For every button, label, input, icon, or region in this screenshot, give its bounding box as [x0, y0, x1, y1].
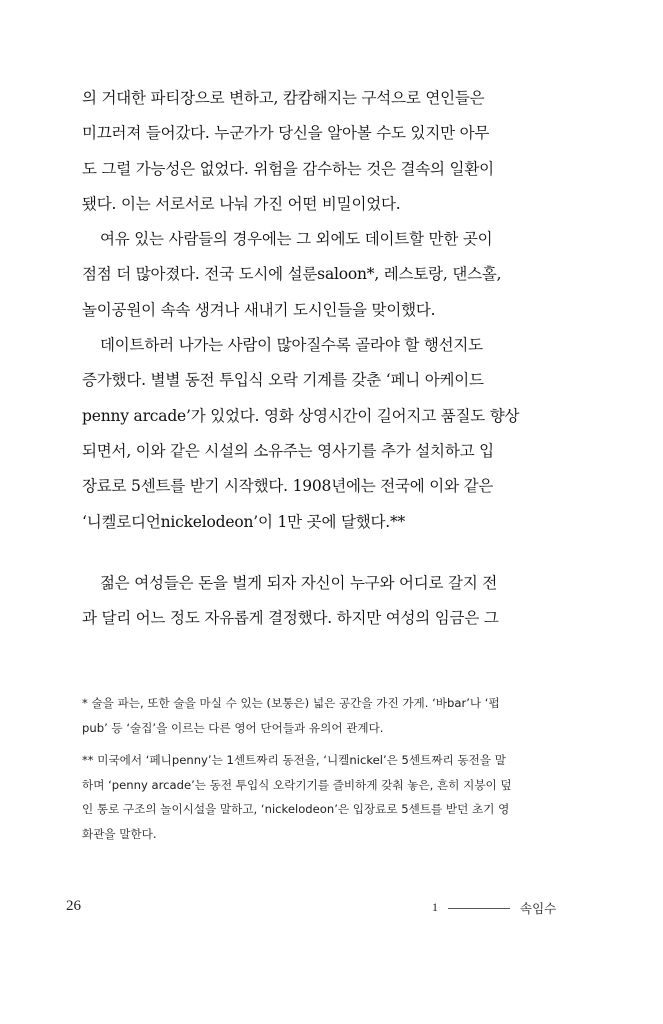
footnote-line: * 술을 파는, 또한 술을 마실 수 있는 (보통은) 넓은 공간을 가진 가게. ‘바bar’나 ‘펍: [82, 696, 500, 710]
footnotes: [82, 691, 582, 854]
page-footer: [0, 896, 663, 920]
text-line: 장료로 5센트를 받기 시작했다. 1908년에는 전국에 이와 같은: [82, 477, 494, 496]
footnote-line: 하며 ‘penny arcade’는 동전 투입식 오락기기를 즐비하게 갖춰 놓은, 흔히 지붕이 덮: [82, 777, 512, 792]
text-line: 점점 더 많아졌다. 전국 도시에 설룬saloon*, 레스토랑, 댄스홀,: [82, 265, 502, 284]
paragraph: [82, 81, 582, 222]
body-text-block-1: [82, 81, 582, 540]
footnote-line: ** 미국에서 ‘페니penny’는 1센트짜리 동전을, ‘니켈nickel’은 5센트짜리 동전을 말: [82, 753, 506, 767]
body-text-block-2: [82, 566, 582, 637]
text-line: penny arcade’가 있었다. 영화 상영시간이 길어지고 품질도 향상: [82, 406, 520, 425]
text-line: 미끄러져 들어갔다. 누군가가 당신을 알아볼 수도 있지만 아무: [82, 124, 490, 143]
chapter-number: 1: [432, 900, 438, 914]
text-line: 됐다. 이는 서로서로 나눠 가진 어떤 비밀이었다.: [82, 194, 401, 213]
text-line: 놀이공원이 속속 생겨나 새내기 도시인들을 맞이했다.: [82, 300, 436, 319]
paragraph: [82, 566, 582, 637]
footnote-line: 인 통로 구조의 놀이시설을 말하고, ‘nickelodeon’은 입장료로 5센트를 받던 초기 영: [82, 802, 510, 816]
footnote-saloon: [82, 691, 582, 740]
footnote-nickelodeon: [82, 748, 582, 846]
text-line: 데이트하러 나가는 사람이 많아질수록 골라야 할 행선지도: [100, 336, 483, 355]
footer-rule: [448, 908, 510, 909]
text-line: 여유 있는 사람들의 경우에는 그 외에도 데이트할 만한 곳이: [100, 230, 493, 249]
text-line: 도 그럴 가능성은 없었다. 위험을 감수하는 것은 결속의 일환이: [82, 159, 494, 178]
text-line: 되면서, 이와 같은 시설의 소유주는 영사기를 추가 설치하고 입: [82, 441, 494, 460]
chapter-title: 속임수: [520, 901, 557, 916]
text-line: 증가했다. 별별 동전 투입식 오락 기계를 갖춘 ‘페니 아케이드: [82, 371, 484, 390]
text-line: 의 거대한 파티장으로 변하고, 캄캄해지는 구석으로 연인들은: [82, 89, 485, 107]
footnote-line: pub’ 등 ‘술집’을 이르는 다른 영어 단어들과 유의어 관계다.: [82, 720, 384, 735]
text-line: 젊은 여성들은 돈을 벌게 되자 자신이 누구와 어디로 갈지 전: [100, 574, 498, 592]
paragraph: [82, 222, 582, 328]
page-number: 26: [66, 898, 81, 914]
text-line: 과 달리 어느 정도 자유롭게 결정했다. 하지만 여성의 임금은 그: [82, 609, 499, 628]
paragraph: [82, 328, 582, 540]
text-line: ‘니켈로디언nickelodeon’이 1만 곳에 달했다.**: [82, 512, 406, 531]
footnote-line: 화관을 말한다.: [82, 826, 157, 841]
